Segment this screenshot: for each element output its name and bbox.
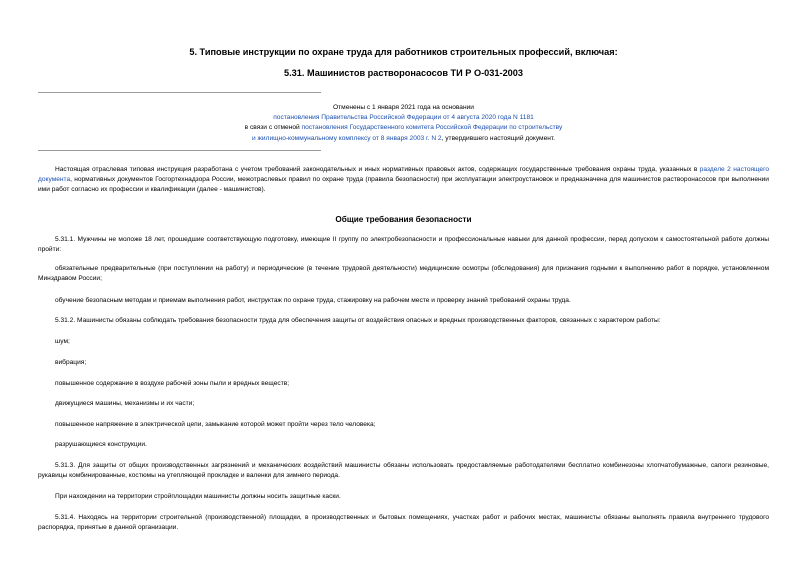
section-title: Общие требования безопасности xyxy=(335,215,472,224)
paragraph: 5.31.2. Машинисты обязаны соблюдать требования безопасности труда для обеспечения защиты от воздействия опасных и вредных производственных факторов, связанных с характером работы: xyxy=(55,317,661,324)
list-item: разрушающиеся конструкции. xyxy=(55,441,147,448)
paragraph: обязательные предварительные (при поступлении на работу) и периодические (в течение трудовой деятельности) медицинские осмотры (обследования) для признания годными к выполнению работ в порядке, установленном Минздравом России; xyxy=(38,265,769,283)
list-item: повышенное содержание в воздухе рабочей зоны пыли и вредных веществ; xyxy=(55,380,290,387)
paragraph: обучение безопасным методам и приемам выполнения работ, инструктаж по охране труда, стажировку на рабочем месте и проверку знаний требований охраны труда. xyxy=(55,297,571,304)
repeal-note xyxy=(0,103,807,144)
note-divider-top xyxy=(38,92,321,93)
repeal-note-suffix: , утвердившего настоящий документ. xyxy=(441,134,556,142)
paragraph: 5.31.1. Мужчины не моложе 18 лет, прошедшие соответствующую подготовку, имеющие II группу по электробезопасности и профессиональные навыки для данной профессии, перед допуском к самостоятельной работе должны пройти: xyxy=(38,236,769,254)
document-heading: 5. Типовые инструкции по охране труда для работников строительных профессий, включая: xyxy=(189,47,618,57)
list-item: движущиеся машины, механизмы и их части; xyxy=(55,400,195,407)
note-divider-bottom xyxy=(38,150,321,151)
repeal-link-gosstroy-decree-cont[interactable]: и жилищно-коммунальному комплексу от 8 января 2003 г. N 2 xyxy=(251,134,442,142)
paragraph: При нахождении на территории стройплощадки машинисты должны носить защитные каски. xyxy=(55,493,341,500)
list-item: вибрация; xyxy=(55,359,87,366)
paragraph: 5.31.3. Для защиты от общих производственных загрязнений и механических воздействий машинисты обязаны использовать предоставляемые работодателями бесплатно комбинезоны хлопчатобумажные, сапоги резиновые, рукавицы комбинированные, костюмы на утепляющей прокладке и валенки для зимнего периода. xyxy=(38,462,769,480)
paragraph: 5.31.4. Находясь на территории строительной (производственной) площадки, в производственных и бытовых помещениях, участках работ и рабочих местах, машинисты обязаны выполнять правила внутреннего трудового распорядка, принятые в данной организации. xyxy=(38,514,769,532)
list-item: шум; xyxy=(55,338,70,345)
repeal-note-line1: Отменены с 1 января 2021 года на основании xyxy=(333,104,474,111)
repeal-link-gosstroy-decree[interactable]: постановления Государственного комитета Российской Федерации по строительству xyxy=(301,124,563,132)
repeal-link-govt-decree[interactable]: постановления Правительства Российской Федерации от 4 августа 2020 года N 1181 xyxy=(273,114,534,122)
list-item: повышенное напряжение в электрической цепи, замыкание которой может пройти через тело человека; xyxy=(55,421,376,428)
link-section-2[interactable]: разделе 2 настоящего документа xyxy=(38,166,769,184)
intro-paragraph: Настоящая отраслевая типовая инструкция разработана с учетом требований законодательных и иных нормативных правовых актов, содержащих государственные требования охраны труда, указанных в разделе 2 настоящего документа, нормативных документов Госгортехнадзора России, межотраслевых правил по охране труда (правила безопасности) при эксплуатации электроустановок и предназначена для машинистов растворонасосов при выполнении ими работ согласно их профессии и квалификации (далее - машинистов). xyxy=(38,166,769,194)
document-subheading: 5.31. Машинистов растворонасосов ТИ Р О-031-2003 xyxy=(283,68,524,78)
repeal-note-prefix: в связи с отменой xyxy=(244,124,302,132)
